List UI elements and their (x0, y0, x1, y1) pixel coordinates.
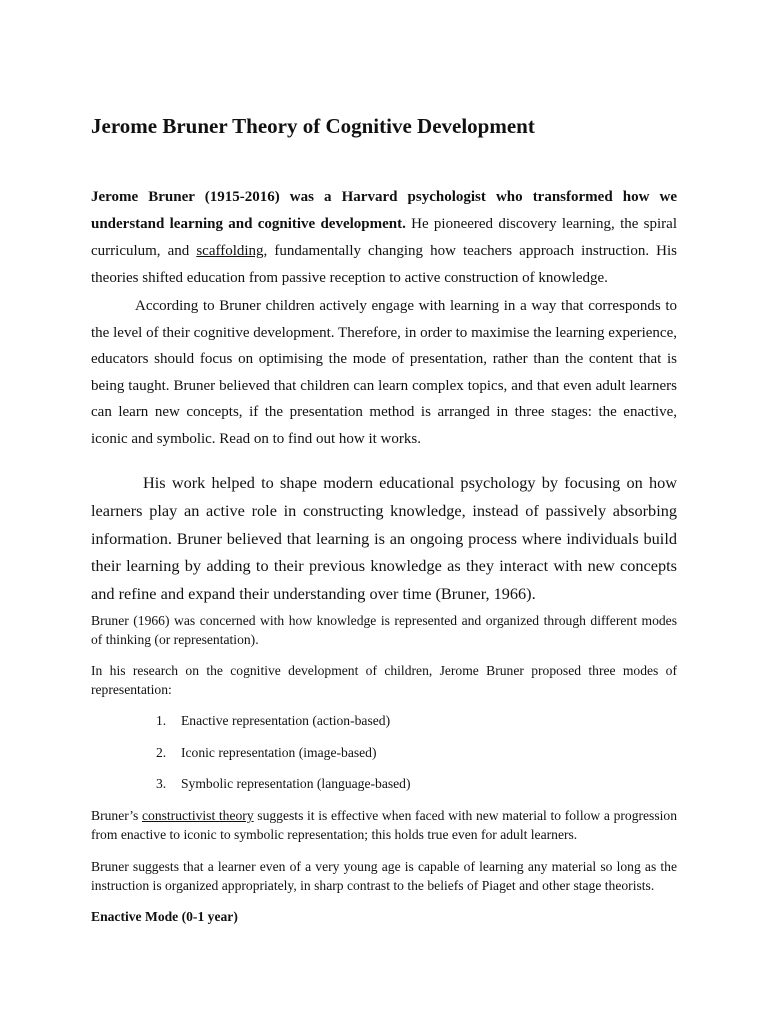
representation-modes-list (156, 711, 556, 806)
representation-mode-item (156, 743, 556, 775)
list-item-text: Iconic representation (image-based) (181, 744, 377, 760)
representation-mode-item (156, 774, 556, 806)
intro-text-after-link: , fundamentally changing how teachers approach instruction. His theories shifted education from passive reception to active construction of knowledge. (91, 243, 677, 286)
list-number: 2. (156, 744, 167, 760)
intro-bold-text: Jerome Bruner (1915-2016) was a Harvard psychologist who transformed how we understand learning and cognitive development. (91, 189, 677, 232)
learning-experience-paragraph: According to Bruner children actively engage with learning in a way that corresponds to the level of their cognitive development. Therefore, in order to maximise the learning experience, educators should focus on optimising the mode of presentation, rather than the content that is being taught. Bruner believed that children can learn complex topics, and that even adult learners can learn new concepts, if the presentation method is arranged in three stages: the enactive, iconic and symbolic. Read on to find out how it works. (91, 298, 677, 447)
modes-introduction-paragraph: In his research on the cognitive development of children, Jerome Bruner proposed three modes of representation: (91, 663, 677, 697)
scaffolding-link[interactable]: scaffolding (196, 243, 264, 259)
list-item-text: Enactive representation (action-based) (181, 713, 391, 728)
list-number: 1. (156, 713, 167, 728)
list-number: 3. (156, 776, 167, 791)
document-title: Jerome Bruner Theory of Cognitive Development (91, 114, 535, 138)
representation-mode-item (156, 711, 556, 743)
intro-text-before-link: He pioneered discovery learning, the spiral curriculum, and (91, 216, 677, 259)
constructivist-text-before-link: Bruner’s (91, 808, 142, 823)
educational-psychology-paragraph: His work helped to shape modern educational psychology by focusing on how learners play an active role in constructing knowledge, instead of passively absorbing information. Bruner believed that learning is an ongoing process where individuals build their learning by adding to their previous knowledge as they interact with new concepts and refine and expand their understanding over time (Bruner, 1966). (91, 473, 677, 604)
intro-paragraph (91, 184, 677, 292)
knowledge-representation-paragraph: Bruner (1966) was concerned with how knowledge is represented and organized through different modes of thinking (or representation). (91, 613, 677, 647)
instruction-organization-paragraph: Bruner suggests that a learner even of a very young age is capable of learning any material so long as the instruction is organized appropriately, in sharp contrast to the beliefs of Piaget and other stage theorists. (91, 859, 677, 893)
constructivist-theory-paragraph (91, 806, 677, 844)
list-item-text: Symbolic representation (language-based) (181, 776, 411, 791)
enactive-mode-heading: Enactive Mode (0-1 year) (91, 909, 238, 924)
constructivist-text-after-link: suggests it is effective when faced with new material to follow a progression from enactive to iconic to symbolic representation; this holds true even for adult learners. (91, 808, 677, 842)
constructivist-theory-link[interactable]: constructivist theory (141, 808, 254, 823)
